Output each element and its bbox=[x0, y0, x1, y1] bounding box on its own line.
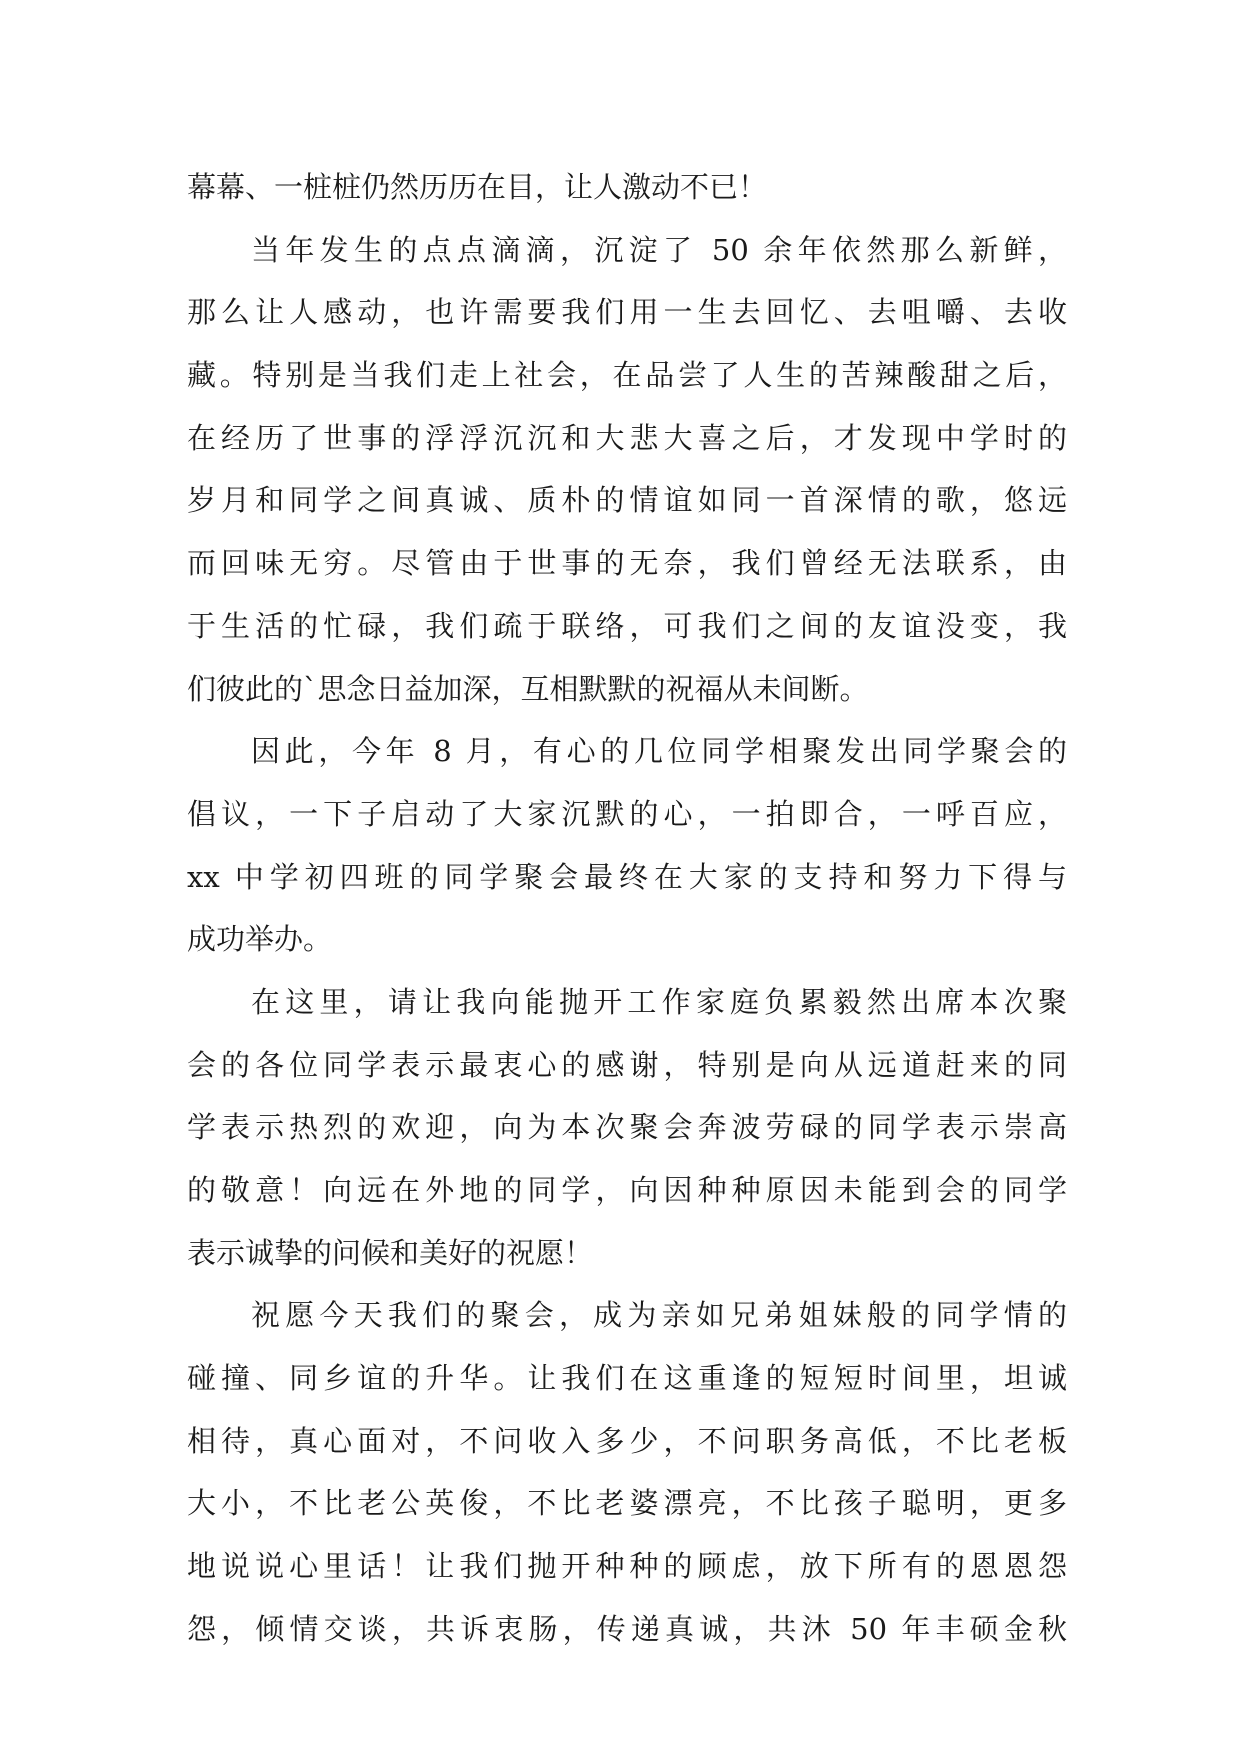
text-line: 幕幕、一桩桩仍然历历在目，让人激动不已！ bbox=[187, 170, 768, 204]
text-line: 大小，不比老公英俊，不比老婆漂亮，不比孩子聪明，更多 bbox=[187, 1486, 1067, 1521]
text-line: 学表示热烈的欢迎，向为本次聚会奔波劳碌的同学表示崇高 bbox=[187, 1110, 1067, 1145]
text-line: 倡议，一下子启动了大家沉默的心，一拍即合，一呼百应， bbox=[187, 796, 1067, 831]
text-line: 藏。特别是当我们走上社会，在品尝了人生的苦辣酸甜之后， bbox=[187, 358, 1067, 393]
text-line: 们彼此的`思念日益加深，互相默默的祝福从未间断。 bbox=[187, 671, 869, 706]
text-line: 而回味无穷。尽管由于世事的无奈，我们曾经无法联系，由 bbox=[187, 546, 1067, 581]
text-line: 于生活的忙碌，我们疏于联络，可我们之间的友谊没变，我 bbox=[187, 608, 1067, 643]
text-line: 碰撞、同乡谊的升华。让我们在这重逢的短短时间里，坦诚 bbox=[187, 1361, 1067, 1396]
text-line: 因此，今年 8 月，有心的几位同学相聚发出同学聚会的 bbox=[251, 734, 1067, 769]
text-line: 那么让人感动，也许需要我们用一生去回忆、去咀嚼、去收 bbox=[187, 295, 1067, 330]
text-line: 成功举办。 bbox=[187, 922, 333, 957]
text-line: 相待，真心面对，不问收入多少，不问职务高低，不比老板 bbox=[187, 1423, 1067, 1458]
text-line: 岁月和同学之间真诚、质朴的情谊如同一首深情的歌，悠远 bbox=[187, 483, 1067, 518]
text-line: 地说说心里话！让我们抛开种种的顾虑，放下所有的恩恩怨 bbox=[187, 1549, 1067, 1584]
text-line: 在经历了世事的浮浮沉沉和大悲大喜之后，才发现中学时的 bbox=[187, 420, 1067, 455]
document-body bbox=[187, 156, 1067, 1661]
text-line: 会的各位同学表示最衷心的感谢，特别是向从远道赶来的同 bbox=[187, 1047, 1067, 1082]
text-line: 当年发生的点点滴滴，沉淀了 50 余年依然那么新鲜， bbox=[251, 232, 1067, 267]
text-line: 怨，倾情交谈，共诉衷肠，传递真诚，共沐 50 年丰硕金秋 bbox=[187, 1611, 1067, 1646]
text-line: 的敬意！向远在外地的同学，向因种种原因未能到会的同学 bbox=[187, 1173, 1067, 1207]
text-line: 祝愿今天我们的聚会，成为亲如兄弟姐妹般的同学情的 bbox=[251, 1298, 1067, 1333]
text-line: xx 中学初四班的同学聚会最终在大家的支持和努力下得与 bbox=[187, 859, 1067, 894]
text-line: 表示诚挚的问候和美好的祝愿！ bbox=[187, 1235, 594, 1270]
text-line: 在这里，请让我向能抛开工作家庭负累毅然出席本次聚 bbox=[251, 984, 1067, 1019]
